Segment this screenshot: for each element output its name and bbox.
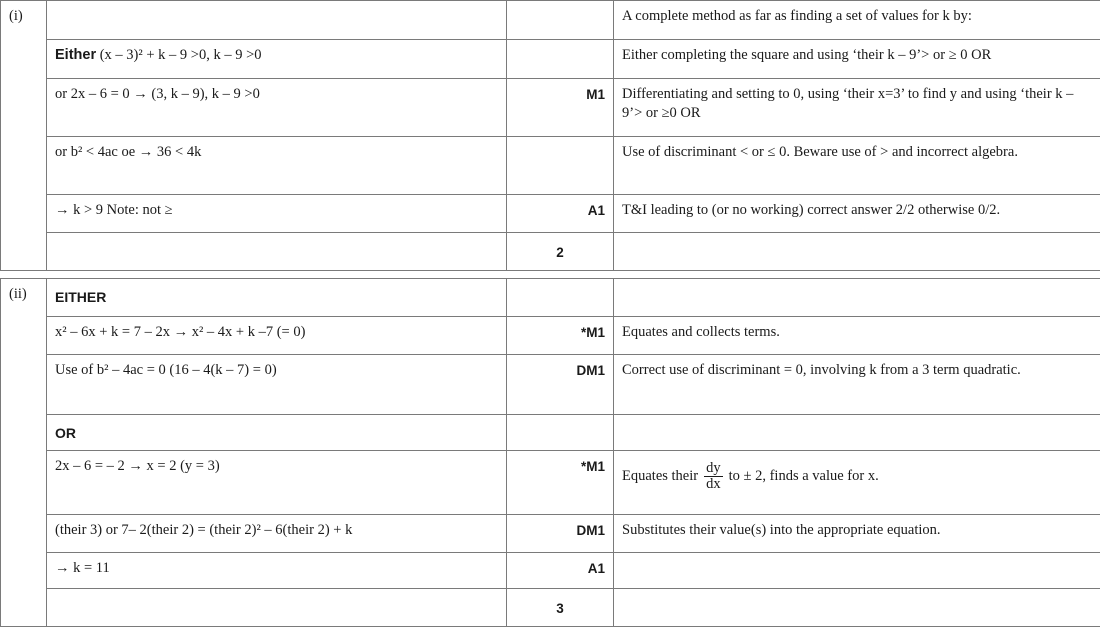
guidance-cell	[614, 415, 1100, 451]
working-text: (x – 3)² + k – 9 >0, k – 9 >0	[99, 47, 262, 63]
guidance-cell: Either completing the square and using ‘their k – 9’> or ≥ 0 OR	[614, 40, 1100, 79]
working-cell: (their 3) or 7– 2(their 2) = (their 2)² – 6(their 2) + k	[47, 515, 507, 553]
mark-cell	[507, 137, 614, 195]
guidance-cell: Equates and collects terms.	[614, 317, 1100, 355]
guidance-cell	[614, 451, 1100, 515]
mark-cell	[507, 1, 614, 40]
working-cell	[47, 233, 507, 271]
guidance-cell	[614, 233, 1100, 271]
either-label: Either	[55, 47, 97, 63]
mark-cell: *M1	[507, 451, 614, 515]
mark-cell: *M1	[507, 317, 614, 355]
mark-cell: DM1	[507, 515, 614, 553]
working-cell: 2x – 6 = – 2 → x = 2 (y = 3)	[47, 451, 507, 515]
working-cell: → k > 9 Note: not ≥	[47, 195, 507, 233]
mark-cell: A1	[507, 195, 614, 233]
guidance-cell	[614, 553, 1100, 589]
guidance-cell: T&I leading to (or no working) correct answer 2/2 otherwise 0/2.	[614, 195, 1100, 233]
fraction-numerator: dy	[706, 460, 721, 476]
dy-dx-fraction	[704, 461, 723, 492]
guidance-cell: A complete method as far as finding a set of values for k by:	[614, 1, 1100, 40]
part-ii-label: (ii)	[1, 279, 47, 627]
working-cell: Use of b² – 4ac = 0 (16 – 4(k – 7) = 0)	[47, 355, 507, 415]
fraction-denominator: dx	[706, 476, 721, 492]
guidance-cell: Use of discriminant < or ≤ 0. Beware use of > and incorrect algebra.	[614, 137, 1100, 195]
guidance-cell: Substitutes their value(s) into the appropriate equation.	[614, 515, 1100, 553]
guidance-text-after: to ± 2, finds a value for x.	[728, 467, 879, 484]
working-cell: x² – 6x + k = 7 – 2x → x² – 4x + k –7 (= 0)	[47, 317, 507, 355]
either-heading: EITHER	[47, 279, 507, 317]
or-heading: OR	[47, 415, 507, 451]
total-mark: 2	[507, 233, 614, 271]
mark-cell	[507, 279, 614, 317]
working-cell: or b² < 4ac oe → 36 < 4k	[47, 137, 507, 195]
guidance-text-before: Equates their	[622, 467, 699, 484]
mark-cell	[507, 40, 614, 79]
part-i-table	[0, 0, 1100, 271]
guidance-cell: Differentiating and setting to 0, using ‘their x=3’ to find y and using ‘their k – 9’> or ≥0 OR	[614, 79, 1100, 137]
guidance-cell	[614, 279, 1100, 317]
working-cell	[47, 589, 507, 627]
working-cell	[47, 40, 507, 79]
part-i-label: (i)	[1, 1, 47, 271]
total-mark: 3	[507, 589, 614, 627]
mark-cell: DM1	[507, 355, 614, 415]
mark-cell	[507, 415, 614, 451]
working-cell: → k = 11	[47, 553, 507, 589]
mark-cell: M1	[507, 79, 614, 137]
working-cell	[47, 1, 507, 40]
mark-cell: A1	[507, 553, 614, 589]
part-ii-table	[0, 278, 1100, 627]
guidance-cell: Correct use of discriminant = 0, involving k from a 3 term quadratic.	[614, 355, 1100, 415]
guidance-cell	[614, 589, 1100, 627]
working-cell: or 2x – 6 = 0 → (3, k – 9), k – 9 >0	[47, 79, 507, 137]
